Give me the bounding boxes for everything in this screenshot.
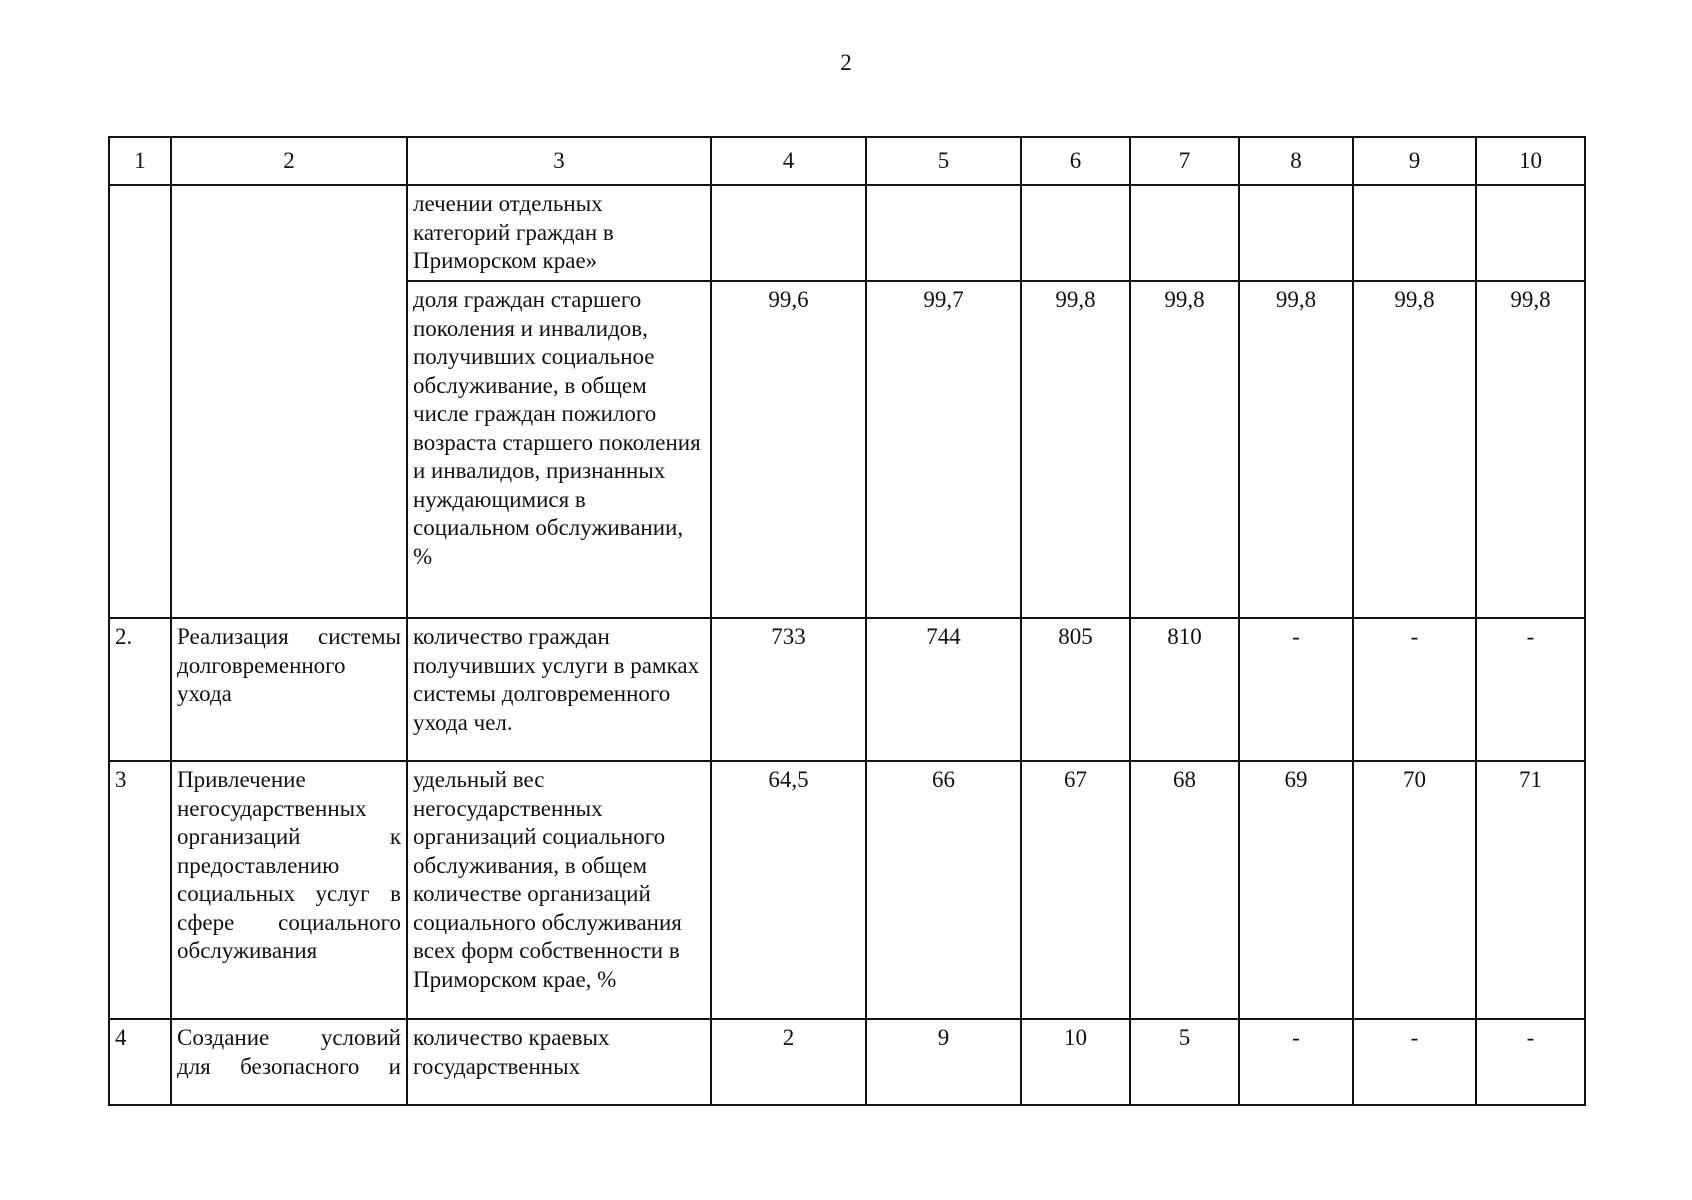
value-cell (1130, 185, 1239, 281)
value-cell: 99,8 (1130, 281, 1239, 618)
value-cell (1476, 185, 1585, 281)
value-cell (1353, 185, 1476, 281)
header-cell: 6 (1021, 137, 1130, 185)
indicator-cell: доля граждан старшего поколения и инвалидов, получивших социальное обслуживание, в общем числе граждан пожилого возраста старшего поколения и инвалидов, признанных нуждающимися в социальном обслуживании, % (407, 281, 711, 618)
activity-line: негосударственных (177, 795, 367, 821)
activity-line: долговременного (177, 652, 346, 678)
value-cell: 99,8 (1021, 281, 1130, 618)
value-cell (1021, 185, 1130, 281)
activity-cell (171, 761, 407, 1019)
activity-cell (171, 185, 407, 618)
value-cell: 5 (1130, 1019, 1239, 1105)
value-cell: - (1476, 618, 1585, 761)
header-cell: 4 (711, 137, 866, 185)
header-cell: 9 (1353, 137, 1476, 185)
activity-line: обслуживания (177, 938, 318, 963)
activity-line: для безопасного и (177, 1053, 401, 1079)
value-cell: - (1476, 1019, 1585, 1105)
value-cell: 99,8 (1476, 281, 1585, 618)
activity-cell (171, 1019, 407, 1105)
value-cell: 805 (1021, 618, 1130, 761)
value-cell: - (1239, 1019, 1353, 1105)
table-row (109, 761, 1585, 1019)
value-cell (1239, 185, 1353, 281)
header-cell: 10 (1476, 137, 1585, 185)
header-cell: 2 (171, 137, 407, 185)
value-cell: 70 (1353, 761, 1476, 1019)
activity-line: Реализация системы (177, 624, 401, 649)
row-number-cell: 4 (109, 1019, 171, 1105)
table-row (109, 185, 1585, 281)
activity-line: организаций к (177, 824, 401, 849)
activity-line: Создание условий (177, 1025, 401, 1050)
value-cell: 67 (1021, 761, 1130, 1019)
activity-line: сфере социального (177, 909, 401, 935)
header-cell: 8 (1239, 137, 1353, 185)
page-number: 2 (840, 50, 852, 75)
value-cell: 99,8 (1239, 281, 1353, 618)
activity-line: социальных услуг в (177, 881, 401, 906)
indicator-cell: количество краевых государственных (407, 1019, 711, 1105)
value-cell: - (1353, 618, 1476, 761)
header-cell: 3 (407, 137, 711, 185)
value-cell: 69 (1239, 761, 1353, 1019)
table-row (109, 618, 1585, 761)
activity-line: предоставлению (177, 852, 340, 878)
value-cell: 733 (711, 618, 866, 761)
value-cell (711, 185, 866, 281)
row-number-cell: 2. (109, 618, 171, 761)
value-cell: 744 (866, 618, 1021, 761)
header-cell: 7 (1130, 137, 1239, 185)
value-cell: 66 (866, 761, 1021, 1019)
row-number-cell: 3 (109, 761, 171, 1019)
value-cell: - (1353, 1019, 1476, 1105)
header-cell: 5 (866, 137, 1021, 185)
value-cell: 810 (1130, 618, 1239, 761)
value-cell: 99,8 (1353, 281, 1476, 618)
activity-line: ухода (177, 681, 232, 706)
indicator-cell: удельный вес негосударственных организаций социального обслуживания, в общем количестве организаций социального обслуживания всех форм собственности в Приморском крае, % (407, 761, 711, 1019)
header-cell: 1 (109, 137, 171, 185)
value-cell: 9 (866, 1019, 1021, 1105)
value-cell: 99,6 (711, 281, 866, 618)
indicators-table (108, 136, 1586, 1106)
header-row (109, 137, 1585, 185)
value-cell: 68 (1130, 761, 1239, 1019)
table-row (109, 1019, 1585, 1105)
indicator-cell: количество граждан получивших услуги в рамках системы долговременного ухода чел. (407, 618, 711, 761)
activity-line: Привлечение (177, 767, 306, 792)
activity-cell (171, 618, 407, 761)
value-cell: - (1239, 618, 1353, 761)
indicator-cell: лечении отдельных категорий граждан в Приморском крае» (407, 185, 711, 281)
value-cell: 2 (711, 1019, 866, 1105)
row-number-cell (109, 185, 171, 618)
value-cell: 99,7 (866, 281, 1021, 618)
value-cell (866, 185, 1021, 281)
value-cell: 71 (1476, 761, 1585, 1019)
value-cell: 64,5 (711, 761, 866, 1019)
value-cell: 10 (1021, 1019, 1130, 1105)
